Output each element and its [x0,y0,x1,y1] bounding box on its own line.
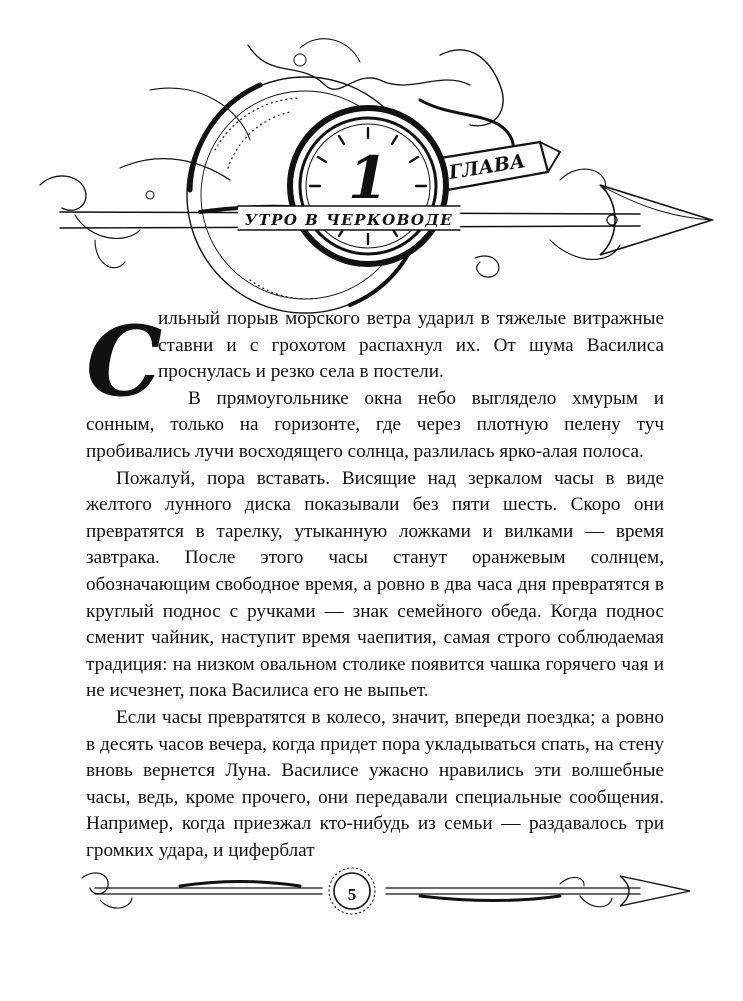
chapter-body [86,306,664,864]
paragraph-4: Если часы превратятся в колесо, значит, впереди поездка; а ровно в десять часов вечера, когда придет пора укладываться спать, на стену вновь вернется Луна. Василисе ужасно нравились эти волшебные часы, ведь, кроме прочего, они передавали специальные сообщения. Например, когда приезжал кто-нибудь из семьи — раздавалось три громких удара, и циферблат [86,706,664,861]
paragraph-1 [86,305,664,418]
chapter-numeral: 1 [347,144,389,212]
chapter-label: ГЛАВА [447,150,527,184]
chapter-header-ornament [0,0,743,320]
paragraph-2: В прямоугольнике окна небо выглядело хмурым и сонным, только на горизонте, где через плотную пелену туч пробивались лучи восходящего солнца, разлилась ярко-алая полоса. [86,387,664,462]
chapter-title: УТРО В ЧЕРКОВОДЕ [244,211,454,229]
footer-arrow-head [620,876,690,906]
drop-cap: С [86,305,163,418]
paragraph-1-text: ильный порыв морского ветра ударил в тяжелые витражные ставни и с грохотом распахнул их. От шума Василиса проснулась и резко села в постели. [158,308,664,383]
paragraph-3: Пожалуй, пора вставать. Висящие над зеркалом часы в виде желтого лунного диска показывали без пяти шесть. Скоро они превратятся в тарелку, утыканную ложками и вилками — время завтрака. После этого часы станут оранжевым солнцем, обозначающим свободное время, а ровно в два часа дня превратятся в круглый поднос с ручками — знак семейного обеда. Когда поднос сменит чайник, наступит время чаепития, самая строго соблюдаемая традиция: на низком овальном столике появится чашка горячего чая и не исчезнет, пока Василиса его не выпьет. [86,467,664,702]
page-number: 5 [347,885,357,904]
